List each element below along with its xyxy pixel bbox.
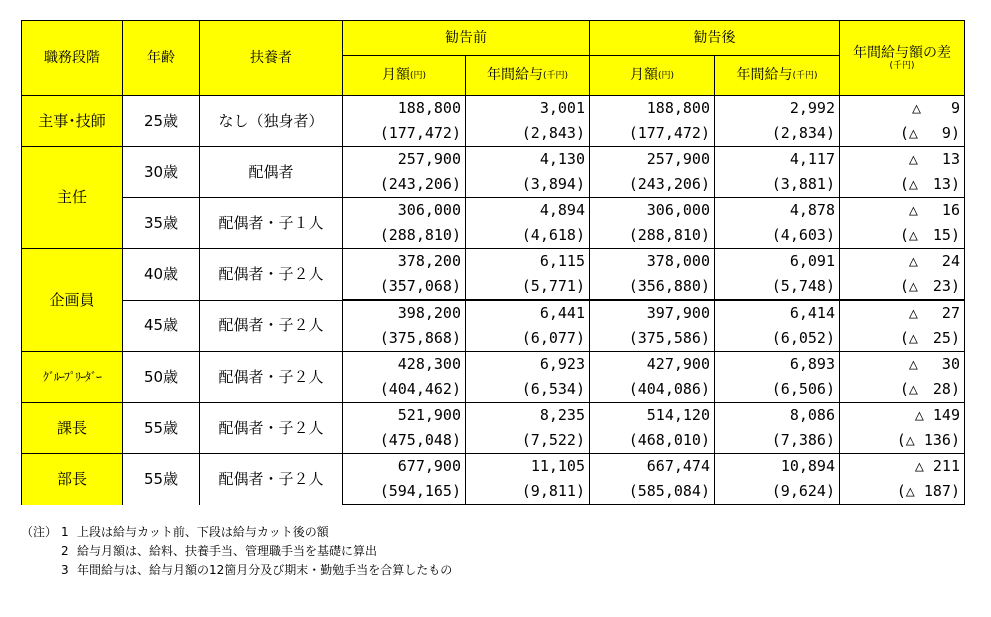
position-cell: 主任: [22, 147, 123, 249]
table-row: [22, 403, 965, 429]
after-annual: 4,878: [715, 198, 840, 224]
after-monthly: 188,800: [590, 96, 715, 122]
table-row: [22, 249, 965, 275]
before-annual: 6,441: [466, 300, 590, 326]
footnote-text: 年間給与は、給与月額の12箇月分及び期末・勤勉手当を合算したもの: [77, 563, 453, 577]
header-before-monthly: [343, 56, 466, 96]
diff-cut: (△ 25): [840, 326, 965, 352]
after-monthly: 378,000: [590, 249, 715, 275]
before-annual-cut: (7,522): [466, 428, 590, 454]
table-row: [22, 198, 965, 224]
diff-cut: (△ 28): [840, 377, 965, 403]
position-cell: 部長: [22, 454, 123, 505]
diff-cut: (△ 13): [840, 172, 965, 198]
label: 月額: [629, 67, 658, 83]
header-before-annual: [466, 56, 590, 96]
dependents-cell: 配偶者・子２人: [200, 454, 343, 505]
footnote-text: 給与月額は、給料、扶養手当、管理職手当を基礎に算出: [77, 544, 378, 558]
after-annual-cut: (6,052): [715, 326, 840, 352]
before-annual: 3,001: [466, 96, 590, 122]
diff: △ 24: [840, 249, 965, 275]
header-diff-label: 年間給与額の差: [853, 45, 951, 61]
before-monthly: 398,200: [343, 300, 466, 326]
after-monthly-cut: (404,086): [590, 377, 715, 403]
before-monthly: 521,900: [343, 403, 466, 429]
dependents-cell: 配偶者・子２人: [200, 249, 343, 301]
label: 年間給与: [486, 67, 543, 83]
position-cell: 企画員: [22, 249, 123, 352]
after-monthly-cut: (177,472): [590, 121, 715, 147]
before-annual: 6,923: [466, 352, 590, 378]
before-annual: 4,130: [466, 147, 590, 173]
after-monthly: 397,900: [590, 300, 715, 326]
before-monthly-cut: (243,206): [343, 172, 466, 198]
diff: △ 30: [840, 352, 965, 378]
dependents-cell: なし（独身者）: [200, 96, 343, 147]
before-monthly: 188,800: [343, 96, 466, 122]
after-monthly: 667,474: [590, 454, 715, 480]
before-monthly-cut: (594,165): [343, 479, 466, 505]
diff: △ 9: [840, 96, 965, 122]
before-annual-cut: (5,771): [466, 274, 590, 300]
after-annual: 6,091: [715, 249, 840, 275]
footnote-item: [21, 523, 452, 542]
header-after-annual: [715, 56, 840, 96]
after-annual-cut: (6,506): [715, 377, 840, 403]
footnotes: [21, 523, 452, 580]
after-monthly: 306,000: [590, 198, 715, 224]
before-annual-cut: (2,843): [466, 121, 590, 147]
before-annual-cut: (9,811): [466, 479, 590, 505]
before-monthly-cut: (375,868): [343, 326, 466, 352]
before-monthly-cut: (475,048): [343, 428, 466, 454]
age-cell: 35歳: [123, 198, 200, 249]
table-row: [22, 147, 965, 173]
before-annual: 6,115: [466, 249, 590, 275]
diff-cut: (△ 15): [840, 223, 965, 249]
before-monthly: 306,000: [343, 198, 466, 224]
dependents-cell: 配偶者・子２人: [200, 352, 343, 403]
after-annual: 8,086: [715, 403, 840, 429]
dependents-cell: 配偶者: [200, 147, 343, 198]
diff: △ 16: [840, 198, 965, 224]
age-cell: 55歳: [123, 403, 200, 454]
before-monthly-cut: (177,472): [343, 121, 466, 147]
after-monthly-cut: (243,206): [590, 172, 715, 198]
age-cell: 45歳: [123, 300, 200, 352]
header-before: 勧告前: [343, 21, 590, 56]
before-annual-cut: (4,618): [466, 223, 590, 249]
before-annual: 8,235: [466, 403, 590, 429]
after-monthly: 514,120: [590, 403, 715, 429]
after-monthly-cut: (375,586): [590, 326, 715, 352]
footnote-text: 上段は給与カット前、下段は給与カット後の額: [77, 525, 329, 539]
before-annual: 4,894: [466, 198, 590, 224]
diff: △ 13: [840, 147, 965, 173]
diff-cut: (△ 136): [840, 428, 965, 454]
before-annual-cut: (6,077): [466, 326, 590, 352]
dependents-cell: 配偶者・子２人: [200, 300, 343, 352]
unit: (円): [657, 71, 675, 81]
after-annual: 10,894: [715, 454, 840, 480]
footnote-number: 2: [61, 544, 69, 558]
dependents-cell: 配偶者・子１人: [200, 198, 343, 249]
before-monthly-cut: (288,810): [343, 223, 466, 249]
position-cell: [22, 352, 123, 403]
header-dependents: 扶養者: [200, 21, 343, 96]
after-monthly-cut: (585,084): [590, 479, 715, 505]
unit: (円): [409, 71, 427, 81]
after-annual: 4,117: [715, 147, 840, 173]
header-diff-unit: (千円): [889, 61, 915, 71]
before-monthly-cut: (357,068): [343, 274, 466, 300]
after-annual-cut: (9,624): [715, 479, 840, 505]
label: 月額: [381, 67, 410, 83]
footnote-item: [21, 542, 452, 561]
header-after-monthly: [590, 56, 715, 96]
table-row: [22, 300, 965, 326]
after-annual-cut: (2,834): [715, 121, 840, 147]
after-monthly-cut: (356,880): [590, 274, 715, 300]
before-annual-cut: (6,534): [466, 377, 590, 403]
diff: △ 27: [840, 300, 965, 326]
diff-cut: (△ 187): [840, 479, 965, 505]
dependents-cell: 配偶者・子２人: [200, 403, 343, 454]
diff-cut: (△ 23): [840, 274, 965, 300]
before-annual: 11,105: [466, 454, 590, 480]
after-annual: 2,992: [715, 96, 840, 122]
position-cell: 課長: [22, 403, 123, 454]
table-row: [22, 454, 965, 480]
footnote-item: [21, 561, 452, 580]
after-monthly-cut: (468,010): [590, 428, 715, 454]
header-age: 年齢: [123, 21, 200, 96]
after-monthly: 257,900: [590, 147, 715, 173]
age-cell: 40歳: [123, 249, 200, 301]
salary-comparison-table: [21, 20, 965, 505]
after-annual-cut: (4,603): [715, 223, 840, 249]
before-monthly: 428,300: [343, 352, 466, 378]
after-annual: 6,414: [715, 300, 840, 326]
after-annual: 6,893: [715, 352, 840, 378]
after-annual-cut: (5,748): [715, 274, 840, 300]
after-monthly: 427,900: [590, 352, 715, 378]
label: 年間給与: [736, 67, 793, 83]
after-annual-cut: (7,386): [715, 428, 840, 454]
after-monthly-cut: (288,810): [590, 223, 715, 249]
before-monthly: 677,900: [343, 454, 466, 480]
footnote-prefix: （注）: [21, 525, 58, 539]
position-cell: 主事･技師: [22, 96, 123, 147]
age-cell: 25歳: [123, 96, 200, 147]
diff-cut: (△ 9): [840, 121, 965, 147]
before-annual-cut: (3,894): [466, 172, 590, 198]
after-annual-cut: (3,881): [715, 172, 840, 198]
footnote-number: 1: [61, 525, 69, 539]
footnote-number: 3: [61, 563, 69, 577]
diff: △ 211: [840, 454, 965, 480]
age-cell: 55歳: [123, 454, 200, 505]
before-monthly: 378,200: [343, 249, 466, 275]
header-after: 勧告後: [590, 21, 840, 56]
table-row: [22, 96, 965, 122]
header-diff: [840, 21, 965, 96]
age-cell: 50歳: [123, 352, 200, 403]
before-monthly: 257,900: [343, 147, 466, 173]
diff: △ 149: [840, 403, 965, 429]
table-row: [22, 352, 965, 378]
age-cell: 30歳: [123, 147, 200, 198]
header-position: 職務段階: [22, 21, 123, 96]
before-monthly-cut: (404,462): [343, 377, 466, 403]
unit: (千円): [792, 71, 818, 81]
position-label: ｸﾞﾙｰﾌﾟﾘｰﾀﾞｰ: [42, 370, 101, 384]
unit: (千円): [542, 71, 569, 81]
